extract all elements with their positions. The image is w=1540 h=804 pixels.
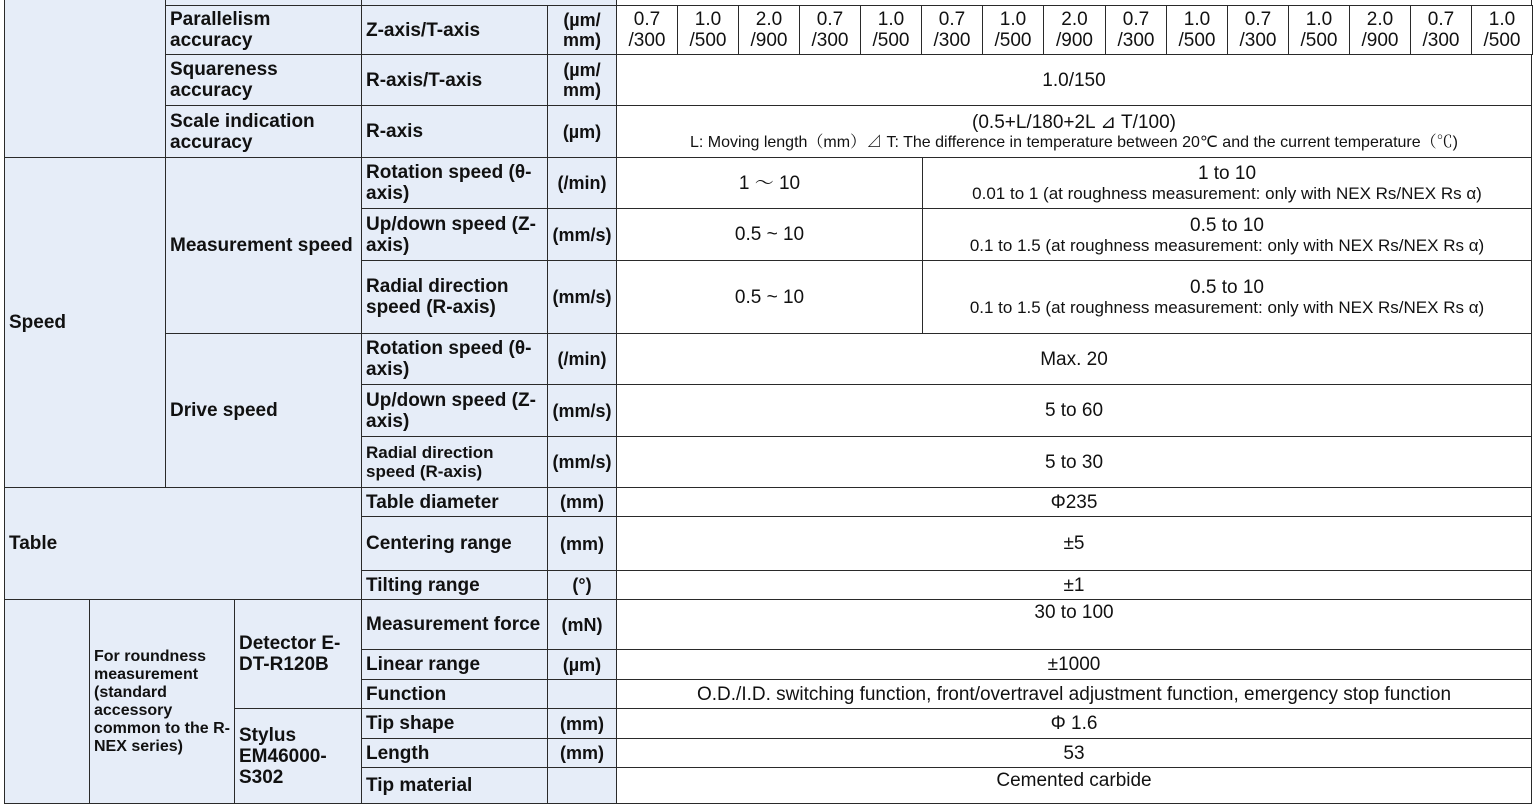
parallelism-value-cell bbox=[1410, 5, 1472, 55]
parallelism-value-cell bbox=[738, 5, 800, 55]
parallelism-value-bottom: /300 bbox=[811, 30, 849, 51]
parallelism-value-top: 0.7 bbox=[1122, 9, 1150, 30]
parallelism-value-cell bbox=[860, 5, 922, 55]
tip-material-unit bbox=[547, 767, 617, 804]
scale-formula: (0.5+L/180+2L ⊿ T/100) bbox=[972, 111, 1176, 133]
parallelism-value-top: 0.7 bbox=[816, 9, 844, 30]
parallelism-value-cell bbox=[1166, 5, 1228, 55]
table-diameter-value: Φ235 bbox=[616, 487, 1532, 517]
linear-range-unit: (µm) bbox=[547, 649, 617, 680]
parallelism-value-top: 1.0 bbox=[1183, 9, 1211, 30]
scale-label: Scale indication accuracy bbox=[165, 105, 362, 158]
scale-unit: (µm) bbox=[547, 105, 617, 158]
drive-speed-label: Drive speed bbox=[165, 333, 362, 488]
table-diameter-param: Table diameter bbox=[361, 487, 548, 517]
measurement-force-param: Measurement force bbox=[361, 599, 548, 650]
parallelism-value-top: 0.7 bbox=[1427, 9, 1455, 30]
parallelism-unit: (µm/ mm) bbox=[547, 5, 617, 55]
meas-radial-unit: (mm/s) bbox=[547, 260, 617, 334]
parallelism-value-cell bbox=[1105, 5, 1167, 55]
meas-radial-param: Radial direction speed (R-axis) bbox=[361, 260, 548, 334]
meas-radial-value-left: 0.5 ~ 10 bbox=[616, 260, 923, 334]
parallelism-value-bottom: /300 bbox=[1239, 30, 1277, 51]
scale-value bbox=[616, 105, 1532, 158]
table-diameter-unit: (mm) bbox=[547, 487, 617, 517]
parallelism-value-cell bbox=[982, 5, 1044, 55]
length-param: Length bbox=[361, 738, 548, 768]
accuracy-group-cell bbox=[4, 0, 166, 158]
parallelism-value-top: 1.0 bbox=[877, 9, 905, 30]
drive-updown-value: 5 to 60 bbox=[616, 384, 1532, 437]
measurement-speed-label: Measurement speed bbox=[165, 157, 362, 334]
function-param: Function bbox=[361, 679, 548, 709]
tilting-range-unit: (°) bbox=[547, 570, 617, 600]
meas-rotation-param: Rotation speed (θ-axis) bbox=[361, 157, 548, 209]
squareness-axis: R-axis/T-axis bbox=[361, 54, 548, 106]
drive-updown-unit: (mm/s) bbox=[547, 384, 617, 437]
parallelism-value-bottom: /500 bbox=[1178, 30, 1216, 51]
measurement-force-unit: (mN) bbox=[547, 599, 617, 650]
drive-rotation-unit: (/min) bbox=[547, 333, 617, 385]
parallelism-value-bottom: /500 bbox=[689, 30, 727, 51]
parallelism-value-bottom: /300 bbox=[1422, 30, 1460, 51]
parallelism-value-top: 2.0 bbox=[755, 9, 783, 30]
centering-range-value: ±5 bbox=[616, 516, 1532, 571]
tip-material-value: Cemented carbide bbox=[616, 767, 1532, 804]
squareness-value: 1.0/150 bbox=[616, 54, 1532, 106]
parallelism-value-top: 1.0 bbox=[1305, 9, 1333, 30]
parallelism-value-top: 2.0 bbox=[1061, 9, 1088, 30]
squareness-unit: (µm/ mm) bbox=[547, 54, 617, 106]
tilting-range-param: Tilting range bbox=[361, 570, 548, 600]
linear-range-value: ±1000 bbox=[616, 649, 1532, 680]
length-unit: (mm) bbox=[547, 738, 617, 768]
speed-label: Speed bbox=[4, 157, 166, 488]
parallelism-value-top: 0.7 bbox=[633, 9, 661, 30]
detector-label: Detector E-DT-R120B bbox=[234, 599, 362, 709]
parallelism-value-bottom: /900 bbox=[750, 30, 788, 51]
function-unit bbox=[547, 679, 617, 709]
parallelism-value-bottom: /500 bbox=[872, 30, 910, 51]
linear-range-param: Linear range bbox=[361, 649, 548, 680]
scale-note: L: Moving length（mm）⊿ T: The difference in temperature between 20℃ and the current temperature（℃) bbox=[690, 133, 1458, 151]
parallelism-value-cell bbox=[799, 5, 861, 55]
meas-updown-param: Up/down speed (Z-axis) bbox=[361, 208, 548, 261]
scale-axis: R-axis bbox=[361, 105, 548, 158]
parallelism-value-cell bbox=[1349, 5, 1411, 55]
parallelism-label: Parallelism accuracy bbox=[165, 5, 362, 55]
parallelism-value-cell bbox=[1043, 5, 1106, 55]
tip-material-param: Tip material bbox=[361, 767, 548, 804]
meas-updown-value-right: 0.5 to 10 0.1 to 1.5 (at roughness measurement: only with NEX Rs/NEX Rs α) bbox=[922, 208, 1532, 261]
meas-updown-value-left: 0.5 ~ 10 bbox=[616, 208, 923, 261]
squareness-label: Squareness accuracy bbox=[165, 54, 362, 106]
parallelism-axis: Z-axis/T-axis bbox=[361, 5, 548, 55]
drive-radial-param: Radial direction speed (R-axis) bbox=[361, 436, 548, 488]
tip-shape-unit: (mm) bbox=[547, 708, 617, 739]
centering-range-unit: (mm) bbox=[547, 516, 617, 571]
parallelism-value-bottom: /300 bbox=[628, 30, 666, 51]
parallelism-value-top: 0.7 bbox=[938, 9, 966, 30]
parallelism-value-bottom: /900 bbox=[1361, 30, 1399, 51]
parallelism-value-top: 1.0 bbox=[1488, 9, 1516, 30]
accessory-label: For roundness measurement (standard accessory common to the R-NEX series) bbox=[89, 599, 235, 804]
parallelism-value-top: 1.0 bbox=[999, 9, 1027, 30]
drive-radial-unit: (mm/s) bbox=[547, 436, 617, 488]
parallelism-value-bottom: /500 bbox=[994, 30, 1032, 51]
parallelism-value-cell bbox=[1288, 5, 1350, 55]
drive-rotation-value: Max. 20 bbox=[616, 333, 1532, 385]
parallelism-value-cell bbox=[677, 5, 739, 55]
meas-rotation-value-right: 1 to 10 0.01 to 1 (at roughness measurement: only with NEX Rs/NEX Rs α) bbox=[922, 157, 1532, 209]
drive-updown-param: Up/down speed (Z-axis) bbox=[361, 384, 548, 437]
parallelism-value-top: 2.0 bbox=[1366, 9, 1394, 30]
tilting-range-value: ±1 bbox=[616, 570, 1532, 600]
parallelism-value-bottom: /500 bbox=[1483, 30, 1521, 51]
parallelism-value-bottom: /500 bbox=[1300, 30, 1338, 51]
function-value: O.D./I.D. switching function, front/overtravel adjustment function, emergency stop function bbox=[616, 679, 1532, 709]
accessory-group-cell bbox=[4, 599, 90, 804]
tip-shape-param: Tip shape bbox=[361, 708, 548, 739]
parallelism-value-cell bbox=[616, 5, 678, 55]
table-label: Table bbox=[4, 487, 362, 600]
meas-updown-unit: (mm/s) bbox=[547, 208, 617, 261]
meas-rotation-unit: (/min) bbox=[547, 157, 617, 209]
meas-rotation-value-left: 1 ～ 10 bbox=[616, 157, 923, 209]
parallelism-value-cell bbox=[1227, 5, 1289, 55]
parallelism-value-bottom: /900 bbox=[1056, 30, 1093, 51]
parallelism-value-cell bbox=[921, 5, 983, 55]
meas-radial-value-right: 0.5 to 10 0.1 to 1.5 (at roughness measurement: only with NEX Rs/NEX Rs α) bbox=[922, 260, 1532, 334]
drive-rotation-param: Rotation speed (θ-axis) bbox=[361, 333, 548, 385]
stylus-label: Stylus EM46000-S302 bbox=[234, 708, 362, 804]
parallelism-value-top: 1.0 bbox=[694, 9, 722, 30]
parallelism-value-bottom: /300 bbox=[1117, 30, 1155, 51]
measurement-force-value: 30 to 100 bbox=[616, 599, 1532, 650]
parallelism-value-top: 0.7 bbox=[1244, 9, 1272, 30]
parallelism-value-cell bbox=[1471, 5, 1533, 55]
tip-shape-value: Φ 1.6 bbox=[616, 708, 1532, 739]
drive-radial-value: 5 to 30 bbox=[616, 436, 1532, 488]
parallelism-value-bottom: /300 bbox=[933, 30, 971, 51]
centering-range-param: Centering range bbox=[361, 516, 548, 571]
length-value: 53 bbox=[616, 738, 1532, 768]
